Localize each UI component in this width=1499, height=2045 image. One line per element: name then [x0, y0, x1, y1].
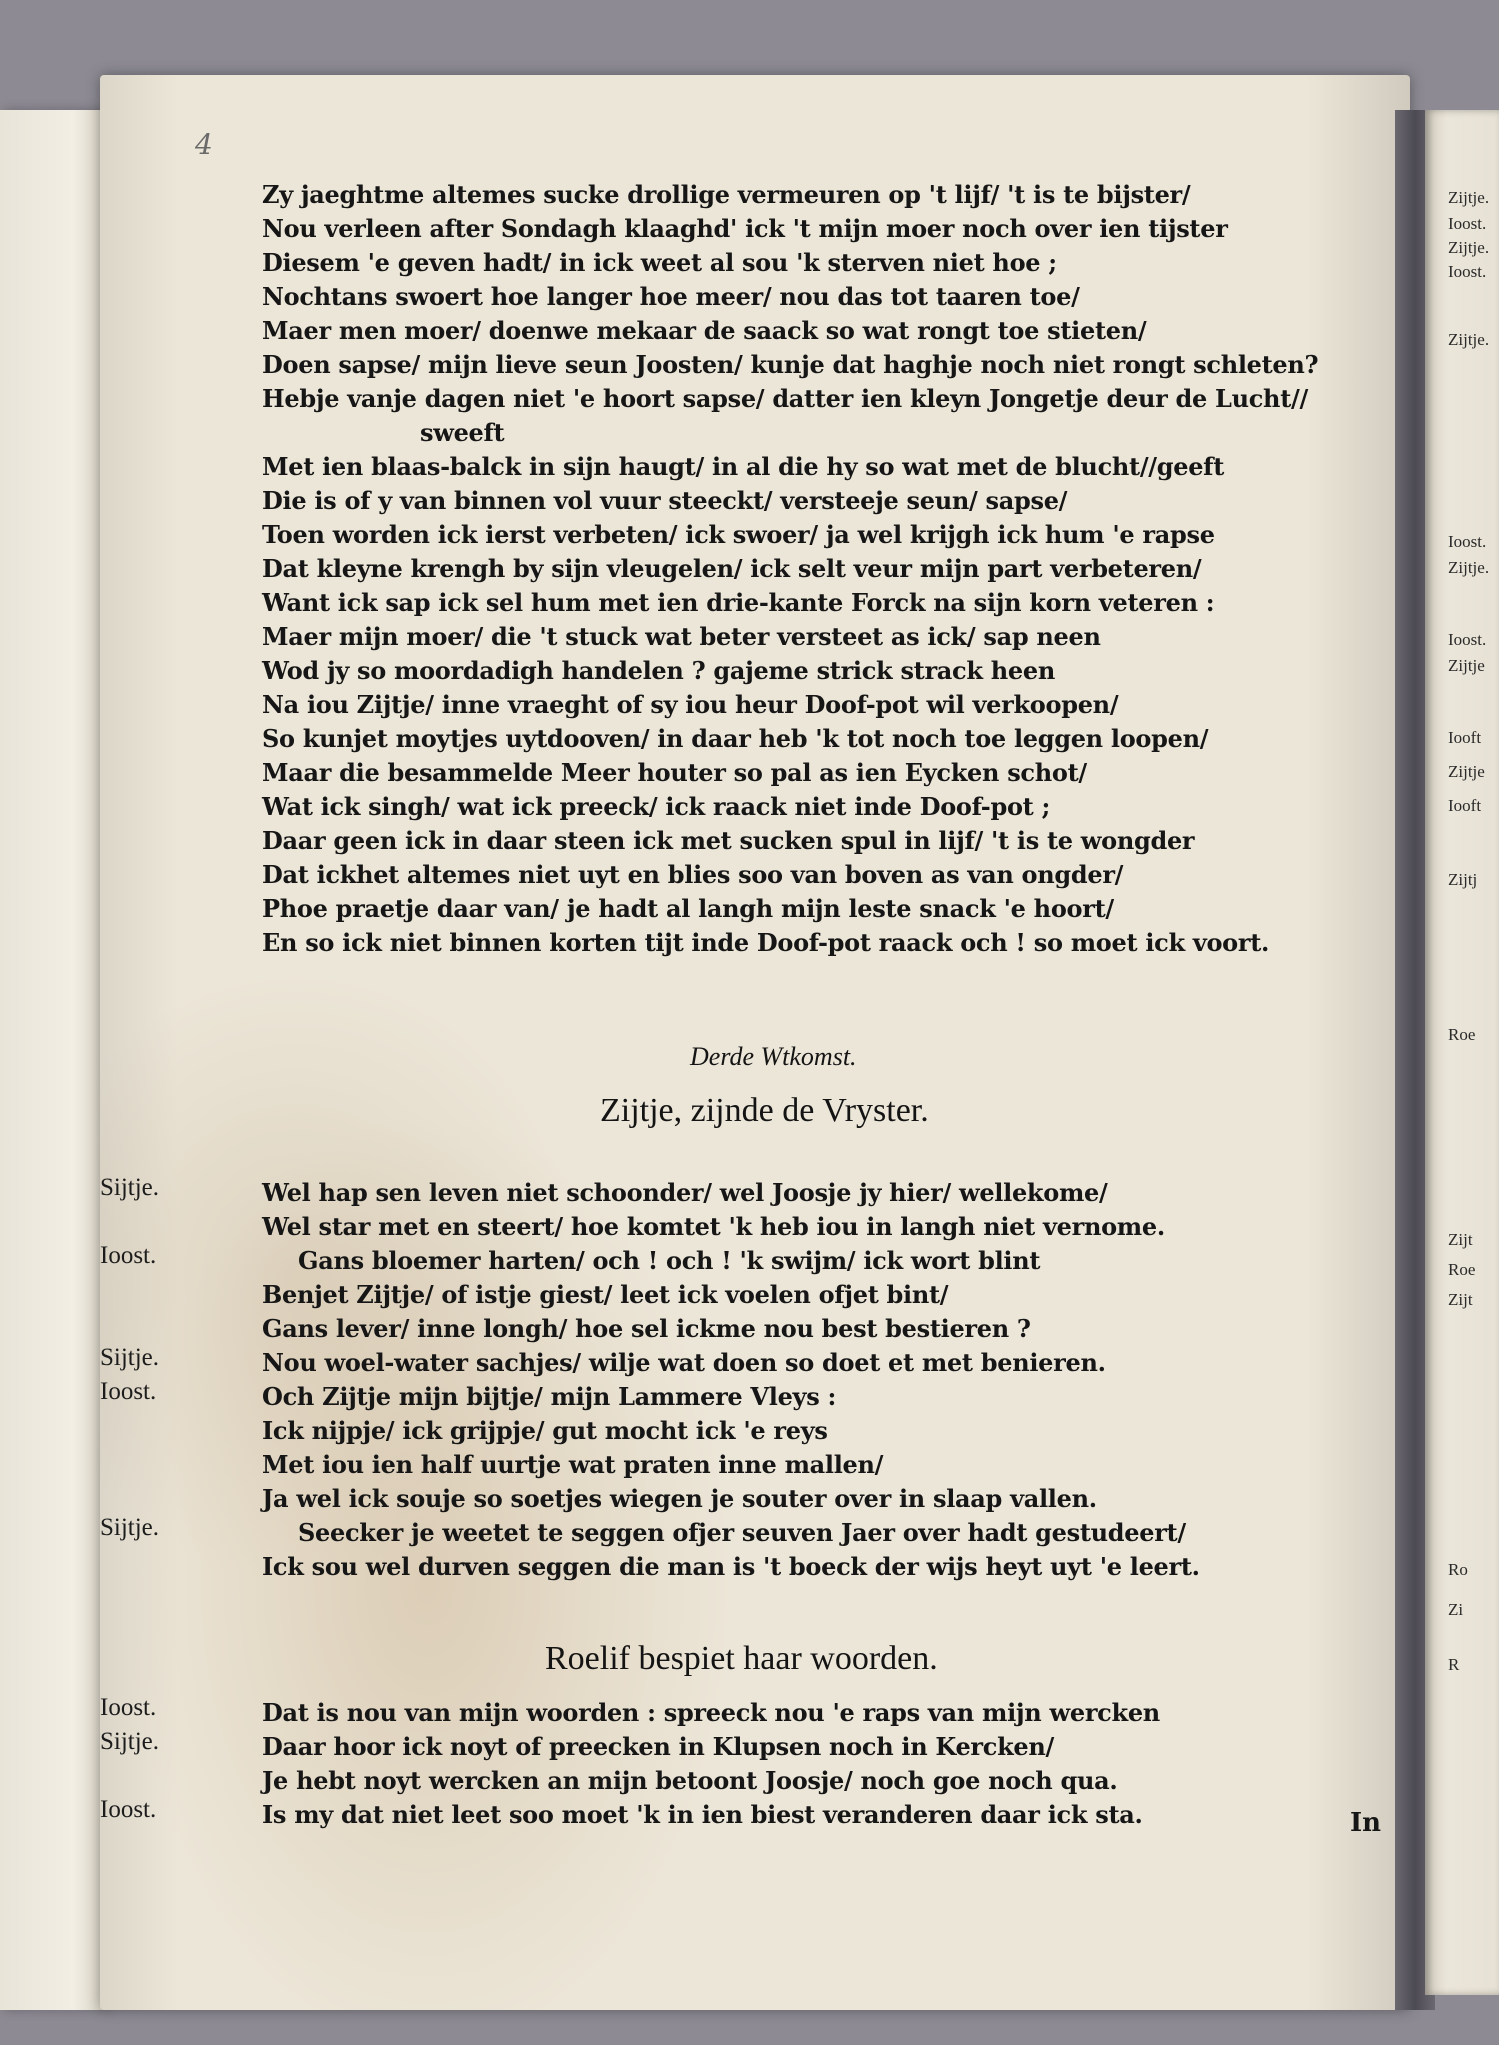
previous-pages-edge [0, 110, 105, 2010]
speaker-label: Sijtje. [100, 1514, 160, 1541]
facing-speaker-label: Iooft [1448, 728, 1482, 747]
speaker-label: Sijtje. [100, 1174, 160, 1201]
facing-speaker-label: Ioost. [1448, 262, 1487, 281]
speaker-label: Ioost. [100, 1796, 157, 1823]
dialogue-line: Nou woel-water sachjes/ wilje wat doen so doet et met benieren. [262, 1348, 1106, 1377]
facing-speaker-label: Ioost. [1448, 532, 1487, 551]
facing-speaker-label: Ro [1448, 1560, 1468, 1579]
page-number: 4 [195, 128, 213, 161]
facing-speaker-label: Roe [1448, 1025, 1476, 1044]
verse-line: Doen sapse/ mijn lieve seun Joosten/ kunje dat haghje noch niet rongt schleten? [262, 350, 1319, 379]
verse-line: Wod jy so moordadigh handelen ? gajeme strick strack heen [262, 656, 1055, 685]
speaker-label: Sijtje. [100, 1344, 160, 1371]
verse-line: Nochtans swoert hoe langer hoe meer/ nou das tot taaren toe/ [262, 282, 1080, 311]
dialogue-line: Gans bloemer harten/ och ! och ! 'k swijm/ ick wort blint [298, 1246, 1041, 1275]
verse-line: Wat ick singh/ wat ick preeck/ ick raack niet inde Doof-pot ; [262, 792, 1051, 821]
facing-speaker-label: Zijtje. [1448, 558, 1490, 577]
facing-speaker-label: Zijt [1448, 1230, 1473, 1249]
facing-speaker-label: Zijtje. [1448, 188, 1490, 207]
dialogue-line: Seecker je weetet te seggen ofjer seuven Jaer over hadt gestudeert/ [298, 1518, 1186, 1547]
verse-line: So kunjet moytjes uytdooven/ in daar heb 'k tot noch toe leggen loopen/ [262, 724, 1209, 753]
dialogue-line: Wel hap sen leven niet schoonder/ wel Joosje jy hier/ wellekome/ [262, 1178, 1108, 1207]
verse-line: En so ick niet binnen korten tijt inde Doof-pot raack och ! so moet ick voort. [262, 928, 1270, 957]
facing-speaker-label: Zijt [1448, 1290, 1473, 1309]
speaker-label: Sijtje. [100, 1728, 160, 1755]
verse-line: Toen worden ick ierst verbeten/ ick swoer/ ja wel krijgh ick hum 'e rapse [262, 520, 1215, 549]
verse-line: Diesem 'e geven hadt/ in ick weet al sou 'k sterven niet hoe ; [262, 248, 1057, 277]
dialogue-line: Ja wel ick souje so soetjes wiegen je souter over in slaap vallen. [262, 1484, 1097, 1513]
facing-speaker-label: Zijtje [1448, 762, 1485, 781]
dialogue-line: Benjet Zijtje/ of istje giest/ leet ick voelen ofjet bint/ [262, 1280, 949, 1309]
speaker-label: Ioost. [100, 1242, 157, 1269]
verse-line: Hebje vanje dagen niet 'e hoort sapse/ datter ien kleyn Jongetje deur de Lucht// [262, 384, 1308, 413]
verse-line: Daar geen ick in daar steen ick met sucken spul in lijf/ 't is te wongder [262, 826, 1195, 855]
dialogue-line: Och Zijtje mijn bijtje/ mijn Lammere Vleys : [262, 1382, 837, 1411]
dialogue-line: Is my dat niet leet soo moet 'k in ien biest veranderen daar ick sta. [262, 1800, 1143, 1829]
dialogue-line: Dat is nou van mijn woorden : spreeck nou 'e raps van mijn wercken [262, 1698, 1160, 1727]
facing-speaker-label: Ioost. [1448, 214, 1487, 233]
facing-speaker-label: Iooft [1448, 796, 1482, 815]
verse-line: Dat kleyne krengh by sijn vleugelen/ ick selt veur mijn part verbeteren/ [262, 554, 1202, 583]
dialogue-line: Wel star met en steert/ hoe komtet 'k heb iou in langh niet vernome. [262, 1212, 1165, 1241]
facing-speaker-label: Roe [1448, 1260, 1476, 1279]
dialogue-line: Je hebt noyt wercken an mijn betoont Joosje/ noch goe noch qua. [262, 1766, 1118, 1795]
dialogue-line: Daar hoor ick noyt of preecken in Klupsen noch in Kercken/ [262, 1732, 1054, 1761]
verse-line: Zy jaeghtme altemes sucke drollige vermeuren op 't lijf/ 't is te bijster/ [262, 180, 1191, 209]
speaker-label: Ioost. [100, 1378, 157, 1405]
facing-speaker-label: Zijtje. [1448, 330, 1490, 349]
verse-line: Nou verleen after Sondagh klaaghd' ick 't mijn moer noch over ien tijster [262, 214, 1228, 243]
verse-line: Met ien blaas-balck in sijn haugt/ in al die hy so wat met de blucht//geeft [262, 452, 1224, 481]
facing-speaker-label: Zijtje. [1448, 238, 1490, 257]
verse-line: Na iou Zijtje/ inne vraeght of sy iou heur Doof-pot wil verkoopen/ [262, 690, 1119, 719]
stage-direction: Roelif bespiet haar woorden. [545, 1640, 938, 1677]
dialogue-line: Ick nijpje/ ick grijpje/ gut mocht ick 'e reys [262, 1416, 828, 1445]
verse-line: Maer mijn moer/ die 't stuck wat beter versteet as ick/ sap neen [262, 622, 1101, 651]
facing-page-edge [1425, 110, 1499, 1995]
dialogue-line: Gans lever/ inne longh/ hoe sel ickme nou best bestieren ? [262, 1314, 1031, 1343]
verse-line: Phoe praetje daar van/ je hadt al langh mijn leste snack 'e hoort/ [262, 894, 1114, 923]
facing-speaker-label: Ioost. [1448, 630, 1487, 649]
facing-speaker-label: Zijtj [1448, 870, 1478, 889]
dialogue-line: Met iou ien half uurtje wat praten inne mallen/ [262, 1450, 884, 1479]
verse-line: sweeft [420, 418, 505, 447]
section-heading: Derde Wtkomst. [690, 1042, 857, 1071]
dialogue-line: Ick sou wel durven seggen die man is 't boeck der wijs heyt uyt 'e leert. [262, 1552, 1200, 1581]
verse-line: Dat ickhet altemes niet uyt en blies soo van boven as van ongder/ [262, 860, 1124, 889]
verse-line: Maar die besammelde Meer houter so pal as ien Eycken schot/ [262, 758, 1087, 787]
facing-speaker-label: Zi [1448, 1600, 1464, 1619]
facing-speaker-label: R [1448, 1655, 1460, 1674]
verse-line: Maer men moer/ doenwe mekaar de saack so wat rongt toe stieten/ [262, 316, 1147, 345]
verse-line: Want ick sap ick sel hum met ien drie-kante Forck na sijn korn veteren : [262, 588, 1215, 617]
facing-speaker-label: Zijtje [1448, 656, 1485, 675]
scene-heading: Zijtje, zijnde de Vryster. [600, 1092, 929, 1129]
verse-line: Die is of y van binnen vol vuur steeckt/ versteeje seun/ sapse/ [262, 486, 1068, 515]
speaker-label: Ioost. [100, 1694, 157, 1721]
catchword: In [1350, 1808, 1382, 1838]
